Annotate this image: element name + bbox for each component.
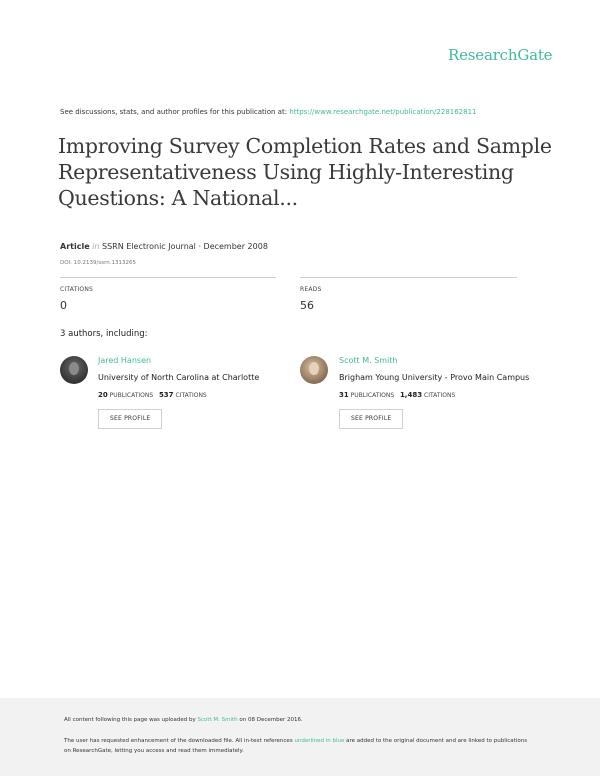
publication-title: Improving Survey Completion Rates and Sample Representativeness Using Highly-Interesting Questions: A National... xyxy=(58,134,552,210)
divider-reads xyxy=(300,277,517,278)
enhancement-prefix: The user has requested enhancement of the downloaded file. All in-text references xyxy=(64,738,295,744)
publications-count: 20 xyxy=(98,391,108,399)
author-stats xyxy=(339,391,455,399)
author-institution: University of North Carolina at Charlotte xyxy=(98,373,260,382)
uploader-link[interactable]: Scott M. Smith xyxy=(197,717,238,723)
publication-link[interactable]: https://www.researchgate.net/publication/228162811 xyxy=(289,108,477,116)
publications-label: PUBLICATIONS xyxy=(109,392,154,399)
reads-label: READS xyxy=(300,286,322,293)
enhancement-note xyxy=(64,736,534,756)
author-name[interactable]: Scott M. Smith xyxy=(339,356,398,365)
publication-meta xyxy=(60,242,268,251)
avatar[interactable] xyxy=(300,356,328,384)
underlined-link[interactable]: underlined in blue xyxy=(294,738,345,744)
citations-value: 0 xyxy=(60,299,67,312)
journal-info[interactable]: SSRN Electronic Journal · December 2008 xyxy=(102,242,268,251)
doi: DOI: 10.2139/ssrn.1313265 xyxy=(60,260,137,266)
citations-label: CITATIONS xyxy=(424,392,456,399)
author-institution: Brigham Young University - Provo Main Campus xyxy=(339,373,530,382)
enhancement-suffix: are added to the original document and are linked to publications on ResearchGate, letting you access and read them immediately. xyxy=(64,738,528,754)
discussion-line xyxy=(60,108,477,116)
citations-count: 1,483 xyxy=(399,391,423,399)
author-stats xyxy=(98,391,207,399)
avatar[interactable] xyxy=(60,356,88,384)
reads-value: 56 xyxy=(300,299,314,312)
citations-label: CITATIONS xyxy=(60,286,94,293)
article-type: Article xyxy=(60,242,90,251)
publications-label: PUBLICATIONS xyxy=(350,392,395,399)
citations-count: 537 xyxy=(158,391,174,399)
citations-label: CITATIONS xyxy=(175,392,207,399)
author-name[interactable]: Jared Hansen xyxy=(98,356,152,365)
researchgate-logo[interactable]: ResearchGate xyxy=(448,46,553,64)
discussion-prefix: See discussions, stats, and author profiles for this publication at: xyxy=(60,108,290,116)
authors-heading: 3 authors, including: xyxy=(60,329,148,339)
in-label: in xyxy=(92,242,100,251)
footer xyxy=(0,698,600,776)
see-profile-button[interactable]: SEE PROFILE xyxy=(339,409,403,429)
upload-note xyxy=(64,717,303,723)
divider-citations xyxy=(60,277,276,278)
upload-prefix: All content following this page was uploaded by xyxy=(64,717,198,723)
see-profile-button[interactable]: SEE PROFILE xyxy=(98,409,162,429)
publications-count: 31 xyxy=(339,391,349,399)
upload-suffix: on 08 December 2016. xyxy=(237,717,303,723)
